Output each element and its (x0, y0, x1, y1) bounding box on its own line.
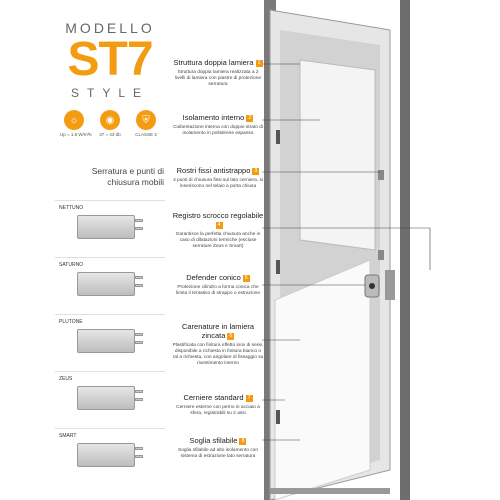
feature-description: 4 punti di chiusura fissi sul lato cerniera, si inseriscono nel telaio a porta chiusa (173, 178, 263, 189)
feature-number: 7 (246, 395, 253, 402)
lock-name: PLUTONE (59, 319, 83, 325)
feature-title: Cerniere standard (183, 393, 244, 402)
feature-registro (172, 211, 264, 250)
acoustic-icon: ◉ (100, 110, 120, 130)
lock-name: SATURNO (59, 262, 84, 268)
feature-number: 1 (256, 60, 263, 67)
feature-number: 4 (216, 222, 223, 229)
feature-title: Carenature in lamiera zincata (181, 322, 255, 340)
feature-description: Plastificata con finitura effetto inox di serie, disponibile a richiesta in finitura bianco o ral a richiesta, con angolare di fissaggio su rivestimento interno (172, 343, 264, 366)
feature-number: 5 (243, 275, 250, 282)
badge-label: 37 = 43 db (99, 132, 121, 137)
lock-name: SMART (59, 433, 77, 439)
feature-title: Isolamento interno (182, 113, 245, 122)
feature-number: 2 (246, 115, 253, 122)
lock-name: ZEUS (59, 376, 73, 382)
feature-number: 6 (227, 333, 234, 340)
feature-description: Garantisce la perfetta chiusura anche in caso di dilatazioni termiche (escluse serrature Zeus e Smart) (175, 232, 261, 249)
model-name: ST7 (67, 33, 153, 86)
feature-number: 8 (239, 438, 246, 445)
feature-number: 3 (252, 168, 259, 175)
feature-rostri (172, 166, 264, 190)
feature-title: Registro scrocco regolabile (172, 211, 264, 220)
feature-title: Soglia sfilabile (189, 436, 238, 445)
badge-label: Up = 1.8 W/m²K (60, 132, 93, 137)
thermal-icon: ☼ (64, 110, 84, 130)
brand-modello: MODELLO (65, 20, 155, 36)
feature-carenature (172, 322, 264, 367)
feature-title: Struttura doppia lamiera (173, 58, 254, 67)
feature-description: Cerniere esterne con perno in acciaio a sfera, registrabili su 2 assi (176, 405, 260, 416)
feature-title: Defender conico (186, 273, 241, 282)
feature-title: Rostri fissi antistrappo (176, 166, 251, 175)
security-shield-icon: ⛨ (136, 110, 156, 130)
feature-cerniere (172, 393, 264, 417)
feature-description: Coibentazione interna con doppio strato di isolamento in polistirene espanso (173, 125, 263, 136)
feature-struttura (172, 58, 264, 88)
feature-description: Struttura doppia lamiera realizzata a 2 livelli di lamiera con piastre di protezione serratura (174, 70, 262, 87)
leader-line (262, 228, 430, 270)
feature-defender (172, 273, 264, 297)
lock-name: NETTUNO (59, 205, 84, 211)
feature-description: Protezione cilindro a forma conica che limita il tentativo di strappo o estrazione (176, 285, 260, 296)
badge-label: CLASSE 3 (135, 132, 157, 137)
feature-soglia (172, 436, 264, 460)
locks-section-title: Serratura e punti di chiusura mobili (91, 166, 164, 187)
feature-isolamento (172, 113, 264, 137)
brand-style: STYLE (70, 86, 149, 100)
feature-description: Soglia sfilabile ad alto isolamento con sistema di estrazione lato serratura (178, 448, 258, 459)
